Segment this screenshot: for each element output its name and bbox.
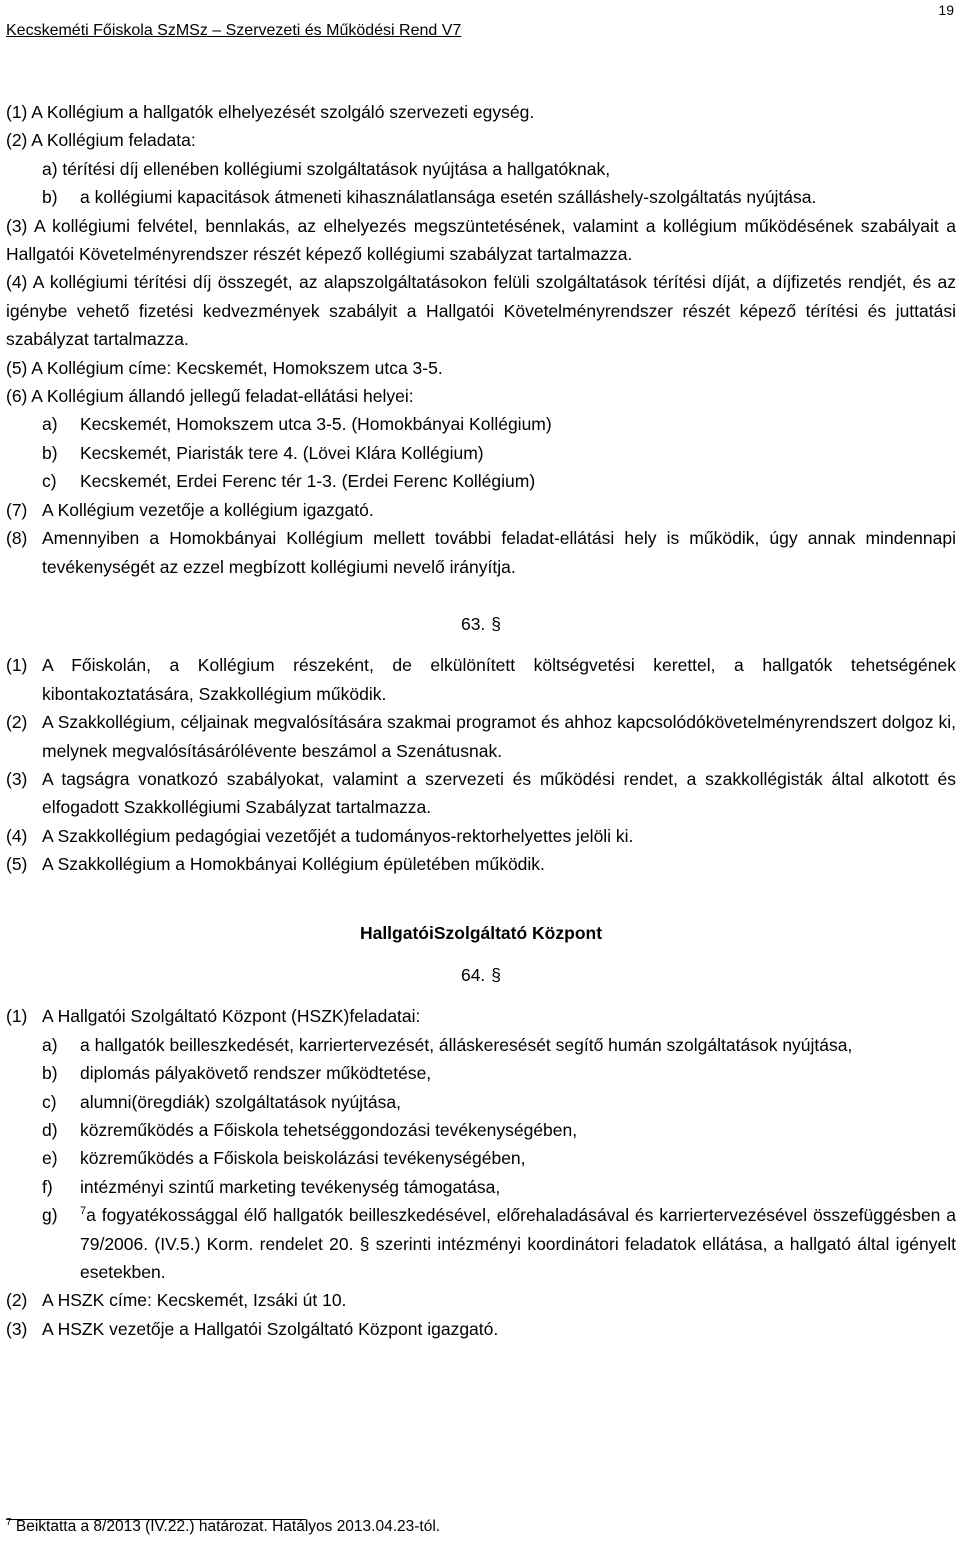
hszk-subitem-d	[6, 1116, 956, 1144]
paragraph-text: Amennyiben a Homokbányai Kollégium mellett további feladat-ellátási hely is működik, úgy annak mindennapi tevékenységét az ezzel megbízott kollégiumi nevelő irányítja.	[42, 528, 956, 577]
hszk-paragraph-3	[6, 1315, 956, 1343]
paragraph-text: A Kollégium vezetője a kollégium igazgató.	[42, 499, 374, 520]
paragraph-label: (2)	[6, 1290, 28, 1311]
section-63-items	[6, 651, 956, 878]
paragraph-3: (3) A kollégiumi felvétel, bennlakás, az elhelyezés megszüntetésének, valamint a kollégium működésének szabályait a Hallgatói Követelményrendszer részét képező kollégiumi szabályzat tartalmazza.	[6, 215, 956, 265]
paragraph-text: A HSZK vezetője a Hallgatói Szolgáltató Központ igazgató.	[42, 1318, 499, 1339]
list-text: alumni(öregdiák) szolgáltatások nyújtása,	[80, 1091, 401, 1112]
list-text: a fogyatékossággal élő hallgatók beilleszkedésével, előrehaladásával és karriertervezésével összefüggésben a 79/2006. (IV.5.) Korm. rendelet 20. § szerinti intézményi koordinátori feladatok ellátása, a hallgató által igényelt esetekben.	[80, 1205, 956, 1283]
paragraph-sign: §	[491, 964, 502, 985]
paragraph-label: (8)	[6, 528, 28, 549]
paragraph-sign: §	[491, 613, 502, 634]
item-label: (4)	[6, 825, 28, 846]
hszk-subitem-c	[6, 1088, 956, 1116]
paragraph-2: (2) A Kollégium feladata:	[6, 130, 196, 151]
list-label: f)	[42, 1176, 53, 1197]
section-63-item-2	[6, 708, 956, 765]
footnote-text: Beiktatta a 8/2013 (IV.22.) határozat. Hatályos 2013.04.23-tól.	[15, 1518, 441, 1535]
list-text: közreműködés a Főiskola beiskolázási tevékenységében,	[80, 1148, 526, 1169]
hszk-paragraph-2	[6, 1286, 956, 1314]
list-label: a)	[42, 414, 58, 435]
list-text: a hallgatók beilleszkedését, karriertervezését, álláskeresését segítő humán szolgáltatások nyújtása,	[80, 1034, 853, 1055]
list-label: e)	[42, 1148, 58, 1169]
item-label: (5)	[6, 854, 28, 875]
list-label: b)	[42, 1063, 58, 1084]
item-text: A Főiskolán, a Kollégium részeként, de elkülönített költségvetési kerettel, a hallgatók tehetségének kibontakoztatására, Szakkollégium működik.	[42, 655, 956, 704]
paragraph-label: (7)	[6, 499, 28, 520]
list-label: g)	[42, 1205, 58, 1226]
paragraph-label: (1)	[6, 1006, 28, 1027]
list-label: c)	[42, 1091, 57, 1112]
section-63-item-3	[6, 765, 956, 822]
paragraph-text: A Hallgatói Szolgáltató Központ (HSZK)feladatai:	[42, 1006, 421, 1027]
item-label: (3)	[6, 768, 28, 789]
hszk-subitem-e	[6, 1144, 956, 1172]
hszk-paragraph-1	[6, 1002, 956, 1030]
paragraph-2a: a) térítési díj ellenében kollégiumi szolgáltatások nyújtása a hallgatóknak,	[42, 158, 611, 179]
item-text: A Szakkollégium pedagógiai vezetőjét a tudományos-rektorhelyettes jelöli ki.	[42, 825, 634, 846]
paragraph-6c	[6, 467, 956, 495]
list-label: a)	[42, 1034, 58, 1055]
section-63-item-4	[6, 822, 956, 850]
hszk-subitem-a	[6, 1031, 956, 1059]
item-text: A tagságra vonatkozó szabályokat, valamint a szervezeti és működési rendet, a szakkollégisták által alkotott és elfogadott Szakkollégiumi Szabályzat tartalmazza.	[42, 768, 956, 818]
list-text: intézményi szintű marketing tevékenység támogatása,	[80, 1176, 501, 1197]
footnote	[6, 1518, 440, 1536]
section-63-number	[6, 610, 956, 638]
paragraph-6a	[6, 410, 956, 438]
list-text: Kecskemét, Erdei Ferenc tér 1-3. (Erdei Ferenc Kollégium)	[80, 471, 536, 492]
footnote-reference[interactable]: 7	[80, 1205, 87, 1218]
section-63-item-5	[6, 850, 956, 878]
header-title: Kecskeméti Főiskola SzMSz – Szervezeti és Működési Rend V7	[6, 22, 462, 39]
list-text: Kecskemét, Piaristák tere 4. (Lövei Klára Kollégium)	[80, 442, 484, 463]
hszk-subitem-g	[6, 1201, 956, 1286]
paragraph-7	[6, 496, 956, 524]
page-number: 19	[938, 2, 954, 18]
paragraph-label: (3)	[6, 1318, 28, 1339]
section-number: 64.	[460, 964, 486, 985]
paragraph-8	[6, 524, 956, 581]
item-label: (2)	[6, 712, 28, 733]
main-content	[6, 98, 956, 1343]
section-number: 63.	[460, 613, 486, 634]
item-text: A Szakkollégium, céljainak megvalósítására szakmai programot és ahhoz kapcsolódókövetelményrendszert dolgoz ki, melynek megvalósításáróléventе beszámol a Szenátusnak.	[42, 712, 956, 761]
paragraph-text: A HSZK címe: Kecskemét, Izsáki út 10.	[42, 1290, 347, 1311]
item-text: A Szakkollégium a Homokbányai Kollégium épületében működik.	[42, 854, 545, 875]
paragraph-6: (6) A Kollégium állandó jellegű feladat-ellátási helyei:	[6, 386, 414, 407]
list-label: c)	[42, 471, 57, 492]
list-text: a kollégiumi kapacitások átmeneti kihasználatlansága esetén szálláshely-szolgáltatás nyújtása.	[80, 187, 817, 208]
list-text: közreműködés a Főiskola tehetséggondozási tevékenységében,	[80, 1120, 578, 1140]
section-63-item-1	[6, 651, 956, 708]
hszk-subitem-b	[6, 1059, 956, 1087]
list-label: b)	[42, 187, 58, 208]
paragraph-1: (1) A Kollégium a hallgatók elhelyezését szolgáló szervezeti egység.	[6, 102, 535, 122]
paragraph-5: (5) A Kollégium címe: Kecskemét, Homokszem utca 3-5.	[6, 357, 443, 378]
list-text: diplomás pályakövető rendszer működtetése,	[80, 1063, 432, 1084]
hszk-subitem-f	[6, 1173, 956, 1201]
list-label: b)	[42, 442, 58, 463]
section-64-number	[6, 961, 956, 989]
item-label: (1)	[6, 655, 28, 676]
footnote-number: 7	[6, 1516, 12, 1528]
paragraph-4: (4) A kollégiumi térítési díj összegét, az alapszolgáltatásokon felüli szolgáltatások térítési díját, a díjfizetés rendjét, és az igénybe vehető fizetési kedvezmények szabályit a Hallgatói Követelményrendszer részét képező térítési és juttatási szabályzat tartalmazza.	[6, 272, 956, 350]
paragraph-6b	[6, 439, 956, 467]
paragraph-2b	[6, 183, 956, 211]
list-label: d)	[42, 1120, 58, 1140]
section-heading: HallgatóiSzolgáltató Központ	[359, 922, 603, 943]
list-text: Kecskemét, Homokszem utca 3-5. (Homokbányai Kollégium)	[80, 414, 552, 435]
